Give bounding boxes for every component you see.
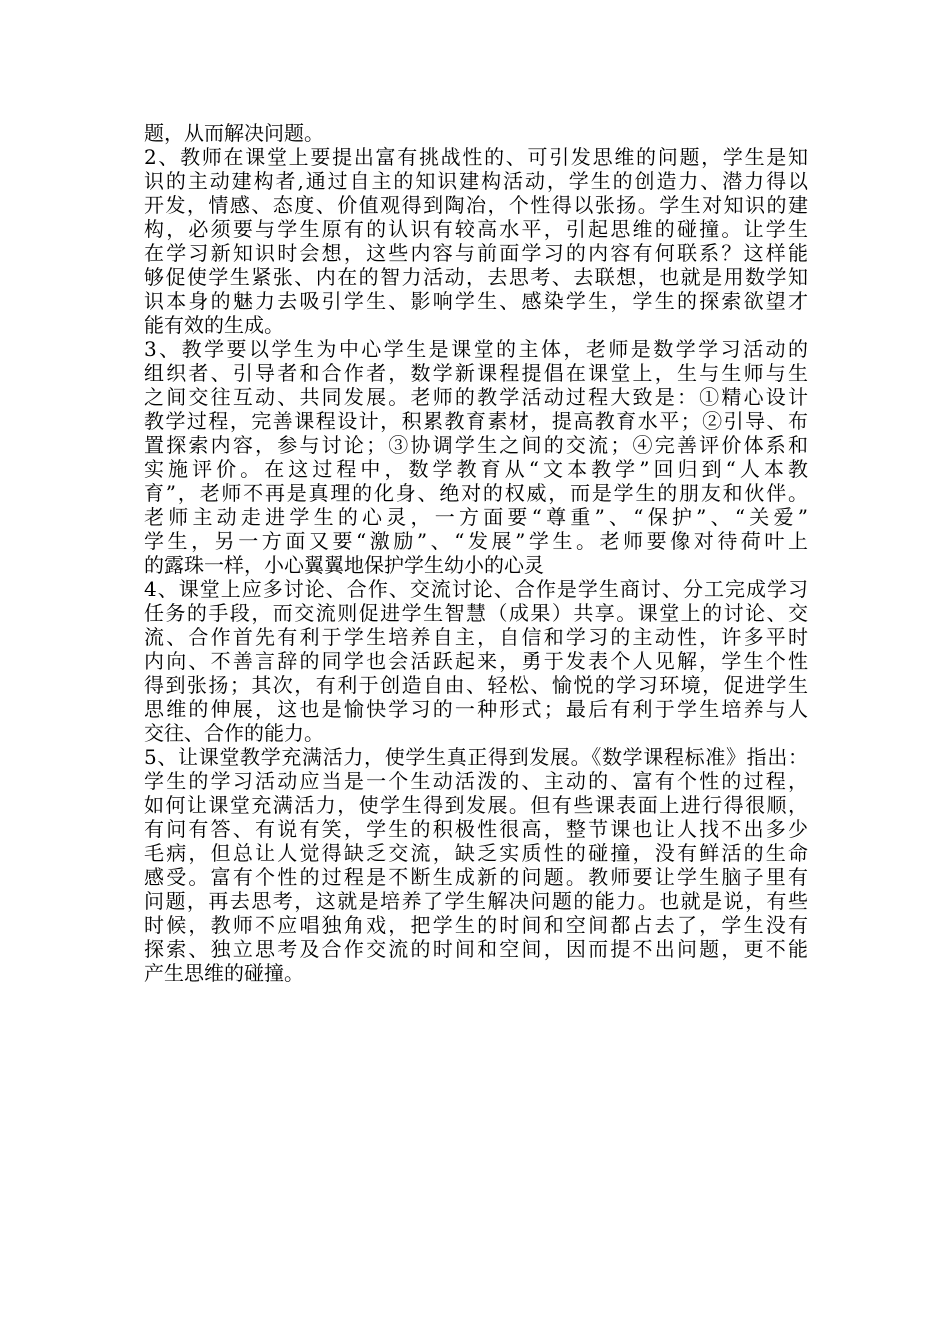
text-line: 任务的手段，而交流则促进学生智慧（成果）共享。课堂上的讨论、交 bbox=[144, 601, 808, 625]
text-line: 思维的伸展，这也是愉快学习的一种形式；最后有利于学生培养与人 bbox=[144, 697, 808, 721]
text-line: 构，必须要与学生原有的认识有较高水平，引起思维的碰撞。让学生 bbox=[144, 217, 808, 241]
text-line: 2、教师在课堂上要提出富有挑战性的、可引发思维的问题，学生是知 bbox=[144, 145, 808, 169]
text-line: 有问有答、有说有笑，学生的积极性很高，整节课也让人找不出多少 bbox=[144, 817, 808, 841]
text-line: 5、让课堂教学充满活力，使学生真正得到发展。《数学课程标准》指出： bbox=[144, 745, 808, 769]
text-line: 识本身的魅力去吸引学生、影响学生、感染学生，学生的探索欲望才 bbox=[144, 289, 808, 313]
document-page bbox=[144, 121, 808, 985]
text-line: 学生的学习活动应当是一个生动活泼的、主动的、富有个性的过程， bbox=[144, 769, 808, 793]
text-line: 产生思维的碰撞。 bbox=[144, 961, 304, 985]
text-line: 感受。富有个性的过程是不断生成新的问题。教师要让学生脑子里有 bbox=[144, 865, 808, 889]
text-line: 学生，另一方面又要“激励”、“发展”学生。老师要像对待荷叶上 bbox=[144, 529, 808, 553]
text-line: 育”，老师不再是真理的化身、绝对的权威，而是学生的朋友和伙伴。 bbox=[144, 481, 808, 505]
text-line: 在学习新知识时会想，这些内容与前面学习的内容有何联系？这样能 bbox=[144, 241, 808, 265]
text-line: 的露珠一样，小心翼翼地保护学生幼小的心灵 bbox=[144, 553, 544, 577]
text-line: 3、教学要以学生为中心学生是课堂的主体，老师是数学学习活动的 bbox=[144, 337, 808, 361]
text-line: 得到张扬；其次，有利于创造自由、轻松、愉悦的学习环境，促进学生 bbox=[144, 673, 808, 697]
text-line: 之间交往互动、共同发展。老师的教学活动过程大致是：①精心设计 bbox=[144, 385, 808, 409]
text-line: 内向、不善言辞的同学也会活跃起来，勇于发表个人见解，学生个性 bbox=[144, 649, 808, 673]
text-line: 实施评价。在这过程中，数学教育从“文本教学”回归到“人本教 bbox=[144, 457, 808, 481]
text-line: 够促使学生紧张、内在的智力活动，去思考、去联想，也就是用数学知 bbox=[144, 265, 808, 289]
text-line: 置探索内容，参与讨论；③协调学生之间的交流；④完善评价体系和 bbox=[144, 433, 808, 457]
text-line: 毛病，但总让人觉得缺乏交流，缺乏实质性的碰撞，没有鲜活的生命 bbox=[144, 841, 808, 865]
text-line: 探索、独立思考及合作交流的时间和空间，因而提不出问题，更不能 bbox=[144, 937, 808, 961]
text-line: 老师主动走进学生的心灵，一方面要“尊重”、“保护”、“关爱” bbox=[144, 505, 808, 529]
text-line: 时候，教师不应唱独角戏，把学生的时间和空间都占去了，学生没有 bbox=[144, 913, 808, 937]
text-line: 交往、合作的能力。 bbox=[144, 721, 324, 745]
text-line: 识的主动建构者,通过自主的知识建构活动，学生的创造力、潜力得以 bbox=[144, 169, 808, 193]
text-line: 教学过程，完善课程设计，积累教育素材，提高教育水平；②引导、布 bbox=[144, 409, 808, 433]
text-line: 流、合作首先有利于学生培养自主，自信和学习的主动性，许多平时 bbox=[144, 625, 808, 649]
text-line: 组织者、引导者和合作者，数学新课程提倡在课堂上，生与生师与生 bbox=[144, 361, 808, 385]
text-line: 能有效的生成。 bbox=[144, 313, 284, 337]
text-line: 开发，情感、态度、价值观得到陶冶，个性得以张扬。学生对知识的建 bbox=[144, 193, 808, 217]
text-line: 如何让课堂充满活力，使学生得到发展。但有些课表面上进行得很顺， bbox=[144, 793, 808, 817]
text-line: 4、课堂上应多讨论、合作、交流讨论、合作是学生商讨、分工完成学习 bbox=[144, 577, 808, 601]
text-line: 问题，再去思考，这就是培养了学生解决问题的能力。也就是说，有些 bbox=[144, 889, 808, 913]
text-line: 题，从而解决问题。 bbox=[144, 121, 324, 145]
